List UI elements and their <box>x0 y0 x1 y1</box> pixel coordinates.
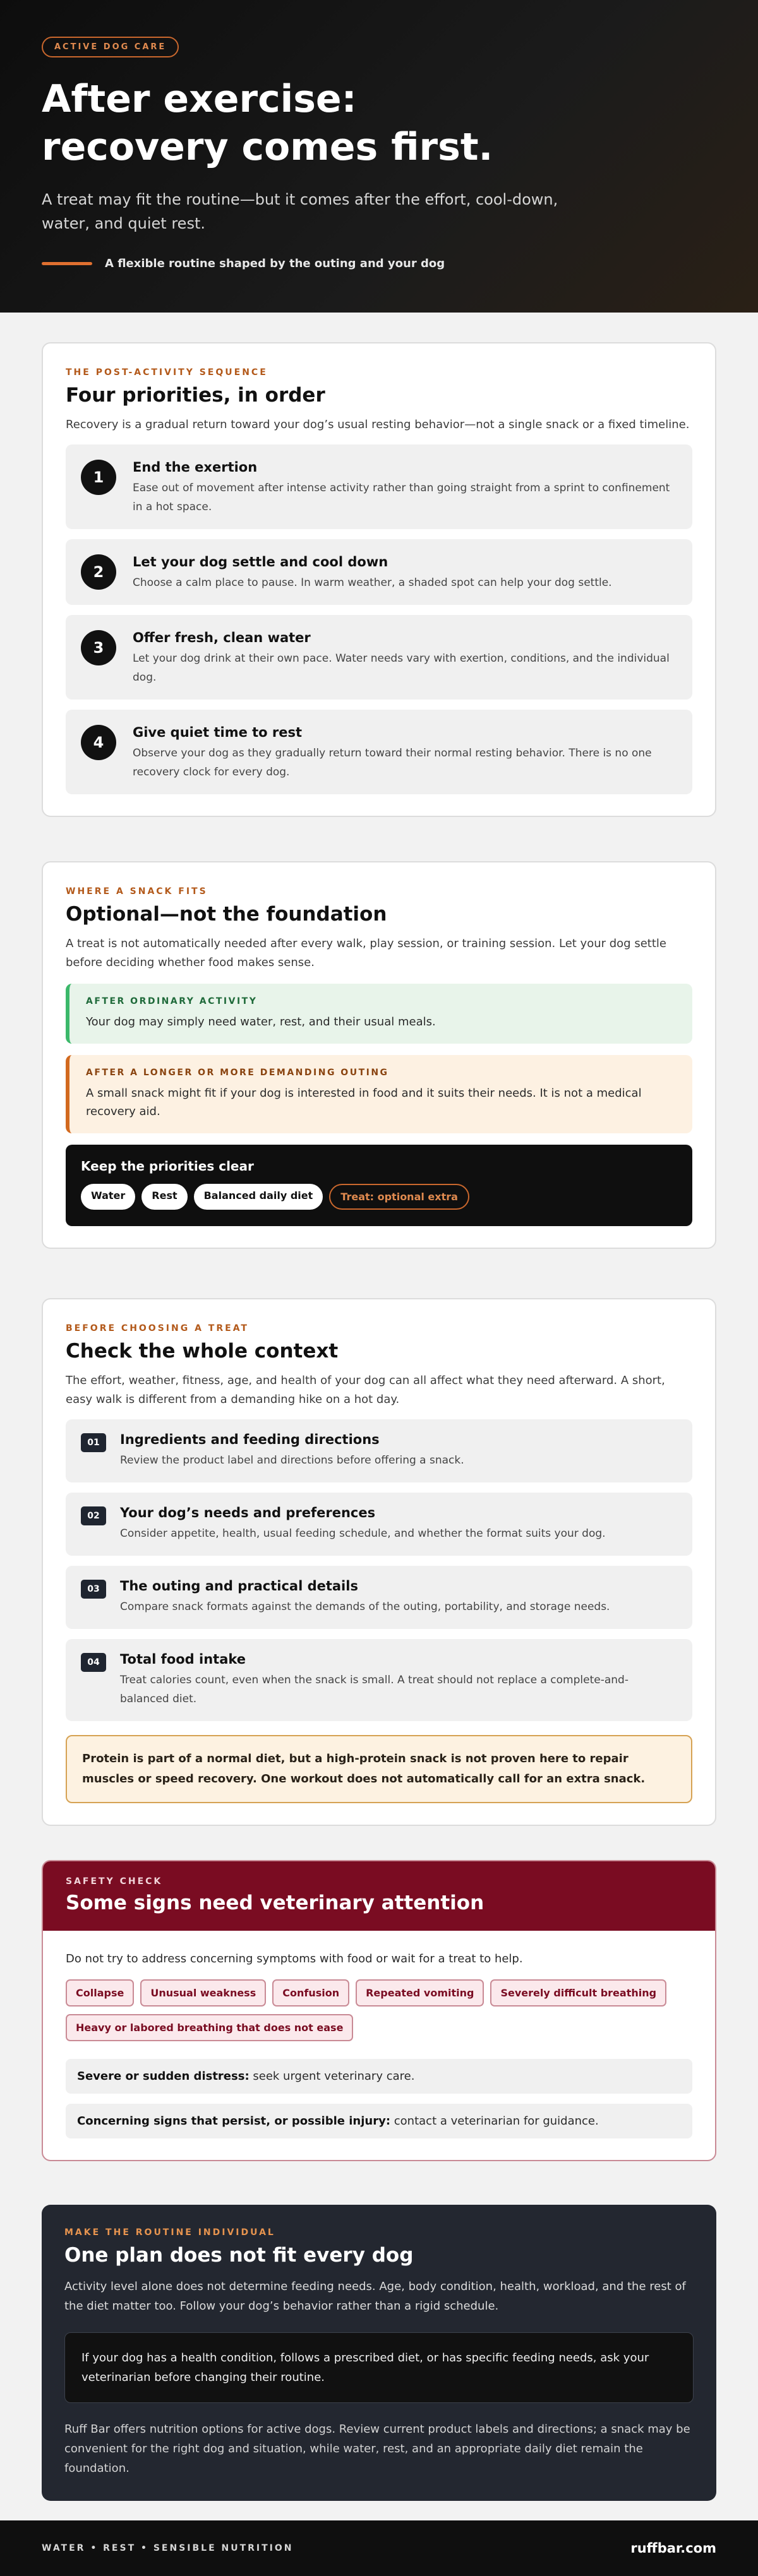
warning-signs <box>66 1979 692 2049</box>
snack-title: Optional—not the foundation <box>66 903 387 926</box>
longer-outing-note <box>66 1055 692 1133</box>
chip-diet: Balanced daily diet <box>194 1184 323 1210</box>
note-label: AFTER A LONGER OR MORE DEMANDING OUTING <box>86 1068 389 1078</box>
sign-tag: Unusual weakness <box>140 1979 266 2007</box>
context-lead: The effort, weather, fitness, age, and health of your dog can all affect what they need afterward. A short, easy walk is different from a demanding hike on a hot day. <box>66 1374 665 1406</box>
individual-lead: Activity level alone does not determine feeding needs. Age, body condition, health, workload, and the rest of the diet matter too. Follow your dog’s behavior rather than a rigid schedule. <box>64 2280 686 2313</box>
priorities-panel <box>66 1145 692 1226</box>
step-item <box>66 444 692 529</box>
step-number: 1 <box>81 460 116 495</box>
snack-lead: A treat is not automatically needed after every walk, play session, or training session. Let your dog settle before deciding whether food makes sense. <box>66 937 666 969</box>
context-item-text: Compare snack formats against the demands of the outing, portability, and storage needs. <box>120 1601 610 1613</box>
ordinary-activity-note <box>66 984 692 1044</box>
context-title: Check the whole context <box>66 1340 339 1363</box>
step-text: Let your dog drink at their own pace. Water needs vary with exertion, conditions, and the individual dog. <box>133 652 670 684</box>
context-item-title: Ingredients and feeding directions <box>120 1432 380 1447</box>
individual-card <box>42 2205 716 2501</box>
context-number: 03 <box>81 1580 106 1599</box>
context-card <box>42 1298 716 1826</box>
snack-card <box>42 861 716 1249</box>
severe-text: seek urgent veterinary care. <box>249 2070 415 2083</box>
sign-tag: Confusion <box>272 1979 349 2007</box>
hero-subtitle: A treat may fit the routine—but it comes after the effort, cool-down, water, and quiet rest. <box>42 191 558 232</box>
hero-badge: ACTIVE DOG CARE <box>42 37 179 57</box>
sequence-title: Four priorities, in order <box>66 384 325 407</box>
persistent-signs-row <box>66 2104 692 2138</box>
note-label: AFTER ORDINARY ACTIVITY <box>86 996 258 1006</box>
step-number: 4 <box>81 725 116 760</box>
context-item-title: Total food intake <box>120 1652 246 1667</box>
context-item-text: Review the product label and directions before offering a snack. <box>120 1454 464 1467</box>
individual-eyebrow: MAKE THE ROUTINE INDIVIDUAL <box>64 2227 275 2238</box>
step-text: Ease out of movement after intense activity rather than going straight from a sprint to confinement in a hot space. <box>133 482 670 513</box>
context-item-title: Your dog’s needs and preferences <box>120 1505 376 1520</box>
context-item <box>66 1493 692 1556</box>
step-title: Give quiet time to rest <box>133 725 303 740</box>
context-eyebrow: BEFORE CHOOSING A TREAT <box>66 1323 249 1333</box>
hero-title-line2: recovery comes first. <box>42 125 493 169</box>
sign-tag: Repeated vomiting <box>356 1979 484 2007</box>
hero-meta <box>42 257 716 270</box>
sign-tag: Severely difficult breathing <box>490 1979 666 2007</box>
step-item <box>66 710 692 794</box>
context-item-title: The outing and practical details <box>120 1578 358 1594</box>
snack-eyebrow: WHERE A SNACK FITS <box>66 886 208 897</box>
step-title: Let your dog settle and cool down <box>133 554 388 569</box>
chip-water: Water <box>81 1184 135 1210</box>
context-item-text: Consider appetite, health, usual feeding schedule, and whether the format suits your dog. <box>120 1527 606 1540</box>
step-item <box>66 615 692 700</box>
severe-distress-row <box>66 2059 692 2094</box>
hero-meta-text: A flexible routine shaped by the outing and your dog <box>105 257 445 270</box>
hero-title-line1: After exercise: <box>42 77 357 121</box>
hero-title <box>42 75 610 171</box>
priority-chips <box>81 1184 677 1210</box>
step-title: End the exertion <box>133 460 258 475</box>
priorities-title: Keep the priorities clear <box>81 1159 254 1174</box>
safety-lead: Do not try to address concerning symptoms with food or wait for a treat to help. <box>66 1952 523 1965</box>
hero <box>0 0 758 313</box>
step-number: 3 <box>81 630 116 665</box>
sequence-eyebrow: THE POST-ACTIVITY SEQUENCE <box>66 367 268 378</box>
sequence-card <box>42 342 716 817</box>
step-item <box>66 539 692 605</box>
context-number: 02 <box>81 1506 106 1525</box>
individual-footnote: Ruff Bar offers nutrition options for active dogs. Review current product labels and directions; a snack may be convenient for the right dog and situation, while water, rest, and an appropriate daily diet remain the foundation. <box>64 2423 690 2475</box>
note-text: A small snack might fit if your dog is interested in food and it suits their needs. It is not a medical recovery aid. <box>86 1087 642 1118</box>
note-text: Your dog may simply need water, rest, and their usual meals. <box>86 1015 436 1029</box>
sequence-lead: Recovery is a gradual return toward your dog’s usual resting behavior—not a single snack or a fixed timeline. <box>66 418 690 431</box>
context-number: 01 <box>81 1433 106 1452</box>
protein-callout: Protein is part of a normal diet, but a high-protein snack is not proven here to repair muscles or speed recovery. One workout does not automatically call for an extra snack. <box>66 1735 692 1803</box>
site-link[interactable]: ruffbar.com <box>630 2541 716 2556</box>
vet-advice-box: If your dog has a health condition, follows a prescribed diet, or has specific feeding needs, ask your veterinarian before changing their routine. <box>64 2332 694 2403</box>
context-item <box>66 1566 692 1629</box>
chip-rest: Rest <box>141 1184 187 1210</box>
context-item <box>66 1419 692 1482</box>
footer-tagline: WATER • REST • SENSIBLE NUTRITION <box>42 2543 294 2553</box>
safety-title: Some signs need veterinary attention <box>66 1892 484 1914</box>
sign-tag: Heavy or labored breathing that does not ease <box>66 2014 353 2041</box>
accent-line <box>42 262 92 265</box>
persist-label: Concerning signs that persist, or possible injury: <box>77 2114 391 2128</box>
sign-tag: Collapse <box>66 1979 134 2007</box>
safety-eyebrow: SAFETY CHECK <box>66 1876 163 1887</box>
chip-treat-optional: Treat: optional extra <box>329 1184 469 1210</box>
individual-title: One plan does not fit every dog <box>64 2244 414 2267</box>
context-number: 04 <box>81 1653 106 1672</box>
step-text: Observe your dog as they gradually return toward their normal resting behavior. There is no one recovery clock for every dog. <box>133 747 652 778</box>
context-item-text: Treat calories count, even when the snack is small. A treat should not replace a complete-and-balanced diet. <box>120 1674 629 1705</box>
step-title: Offer fresh, clean water <box>133 630 311 645</box>
context-item <box>66 1639 692 1721</box>
safety-header <box>43 1861 715 1931</box>
severe-label: Severe or sudden distress: <box>77 2070 250 2083</box>
step-number: 2 <box>81 554 116 590</box>
step-text: Choose a calm place to pause. In warm weather, a shaded spot can help your dog settle. <box>133 576 612 589</box>
safety-card <box>42 1860 716 2161</box>
footer <box>0 2520 758 2576</box>
persist-text: contact a veterinarian for guidance. <box>390 2114 599 2128</box>
